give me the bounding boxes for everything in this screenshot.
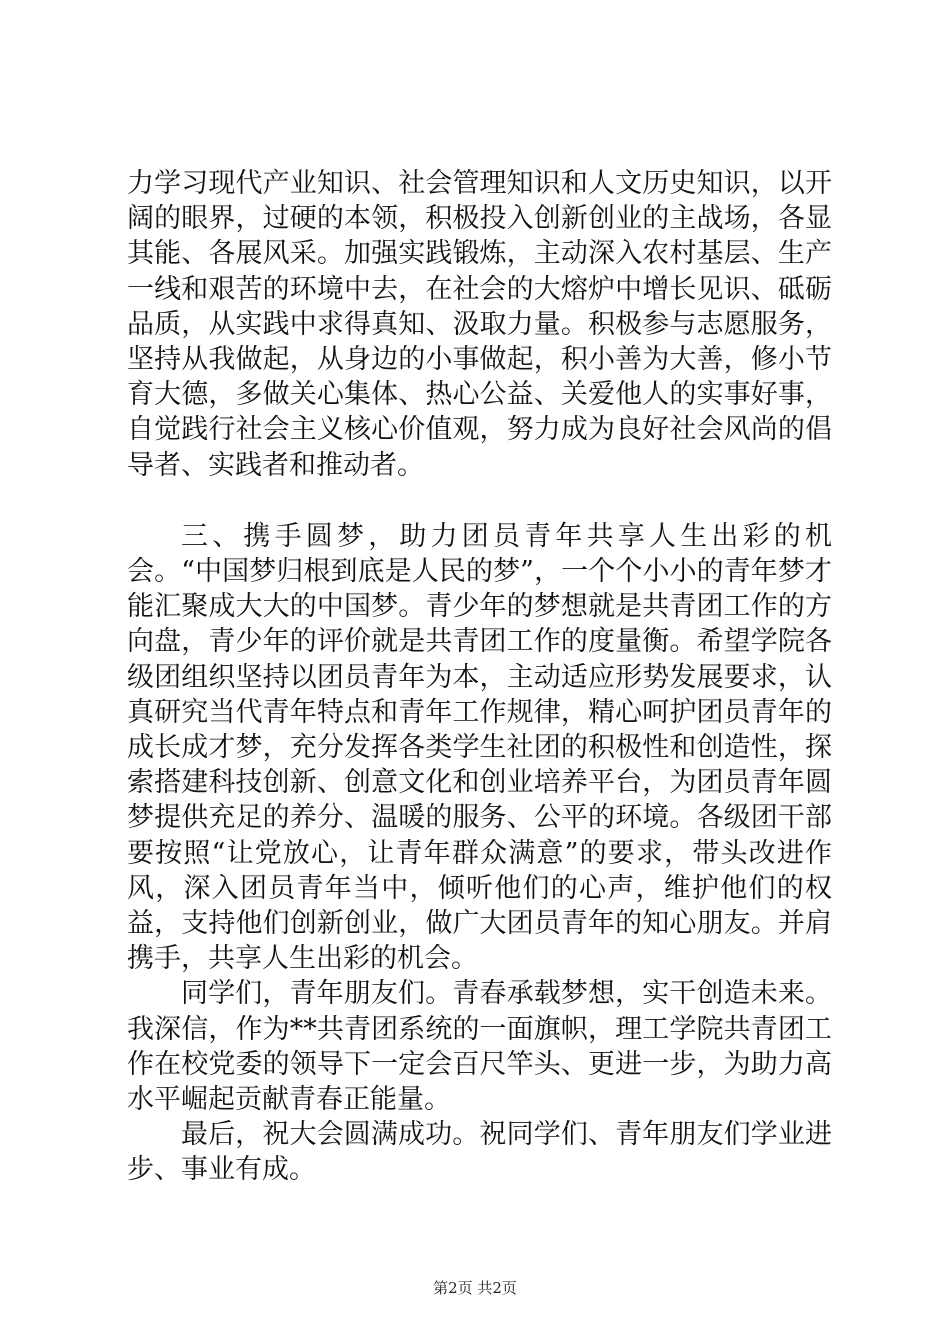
document-body — [127, 166, 832, 1188]
paragraph-4: 最后，祝大会圆满成功。祝同学们、青年朋友们学业进步、事业有成。 — [127, 1119, 832, 1186]
paragraph-1: 力学习现代产业知识、社会管理知识和人文历史知识，以开阔的眼界，过硬的本领，积极投入创新创业的主战场，各显其能、各展风采。加强实践锻炼，主动深入农村基层、生产一线和艰苦的环境中去，在社会的大熔炉中增长见识、砥砺品质，从实践中求得真知、汲取力量。积极参与志愿服务，坚持从我做起，从身边的小事做起，积小善为大善，修小节育大德，多做关心集体、热心公益、关爱他人的实事好事，自觉践行社会主义核心价值观，努力成为良好社会风尚的倡导者、实践者和推动者。 — [127, 168, 832, 481]
paragraph-gap — [127, 483, 832, 519]
paragraph-3: 同学们，青年朋友们。青春承载梦想，实干创造未来。我深信，作为**共青团系统的一面旗帜，理工学院共青团工作在校党委的领导下一定会百尺竿头、更进一步，为助力高水平崛起贡献青春正能量。 — [127, 978, 832, 1116]
page-footer: 第2页 共2页 — [433, 1279, 517, 1297]
paragraph-2: 三、携手圆梦，助力团员青年共享人生出彩的机会。“中国梦归根到底是人民的梦”，一个个小小的青年梦才能汇聚成大大的中国梦。青少年的梦想就是共青团工作的方向盘，青少年的评价就是共青团工作的度量衡。希望学院各级团组织坚持以团员青年为本，主动适应形势发展要求，认真研究当代青年特点和青年工作规律，精心呵护团员青年的成长成才梦，充分发挥各类学生社团的积极性和创造性，探索搭建科技创新、创意文化和创业培养平台，为团员青年圆梦提供充足的养分、温暖的服务、公平的环境。各级团干部要按照“让党放心，让青年群众满意”的要求，带头改进作风，深入团员青年当中，倾听他们的心声，维护他们的权益，支持他们创新创业，做广大团员青年的知心朋友。并肩携手，共享人生出彩的机会。 — [127, 520, 832, 975]
